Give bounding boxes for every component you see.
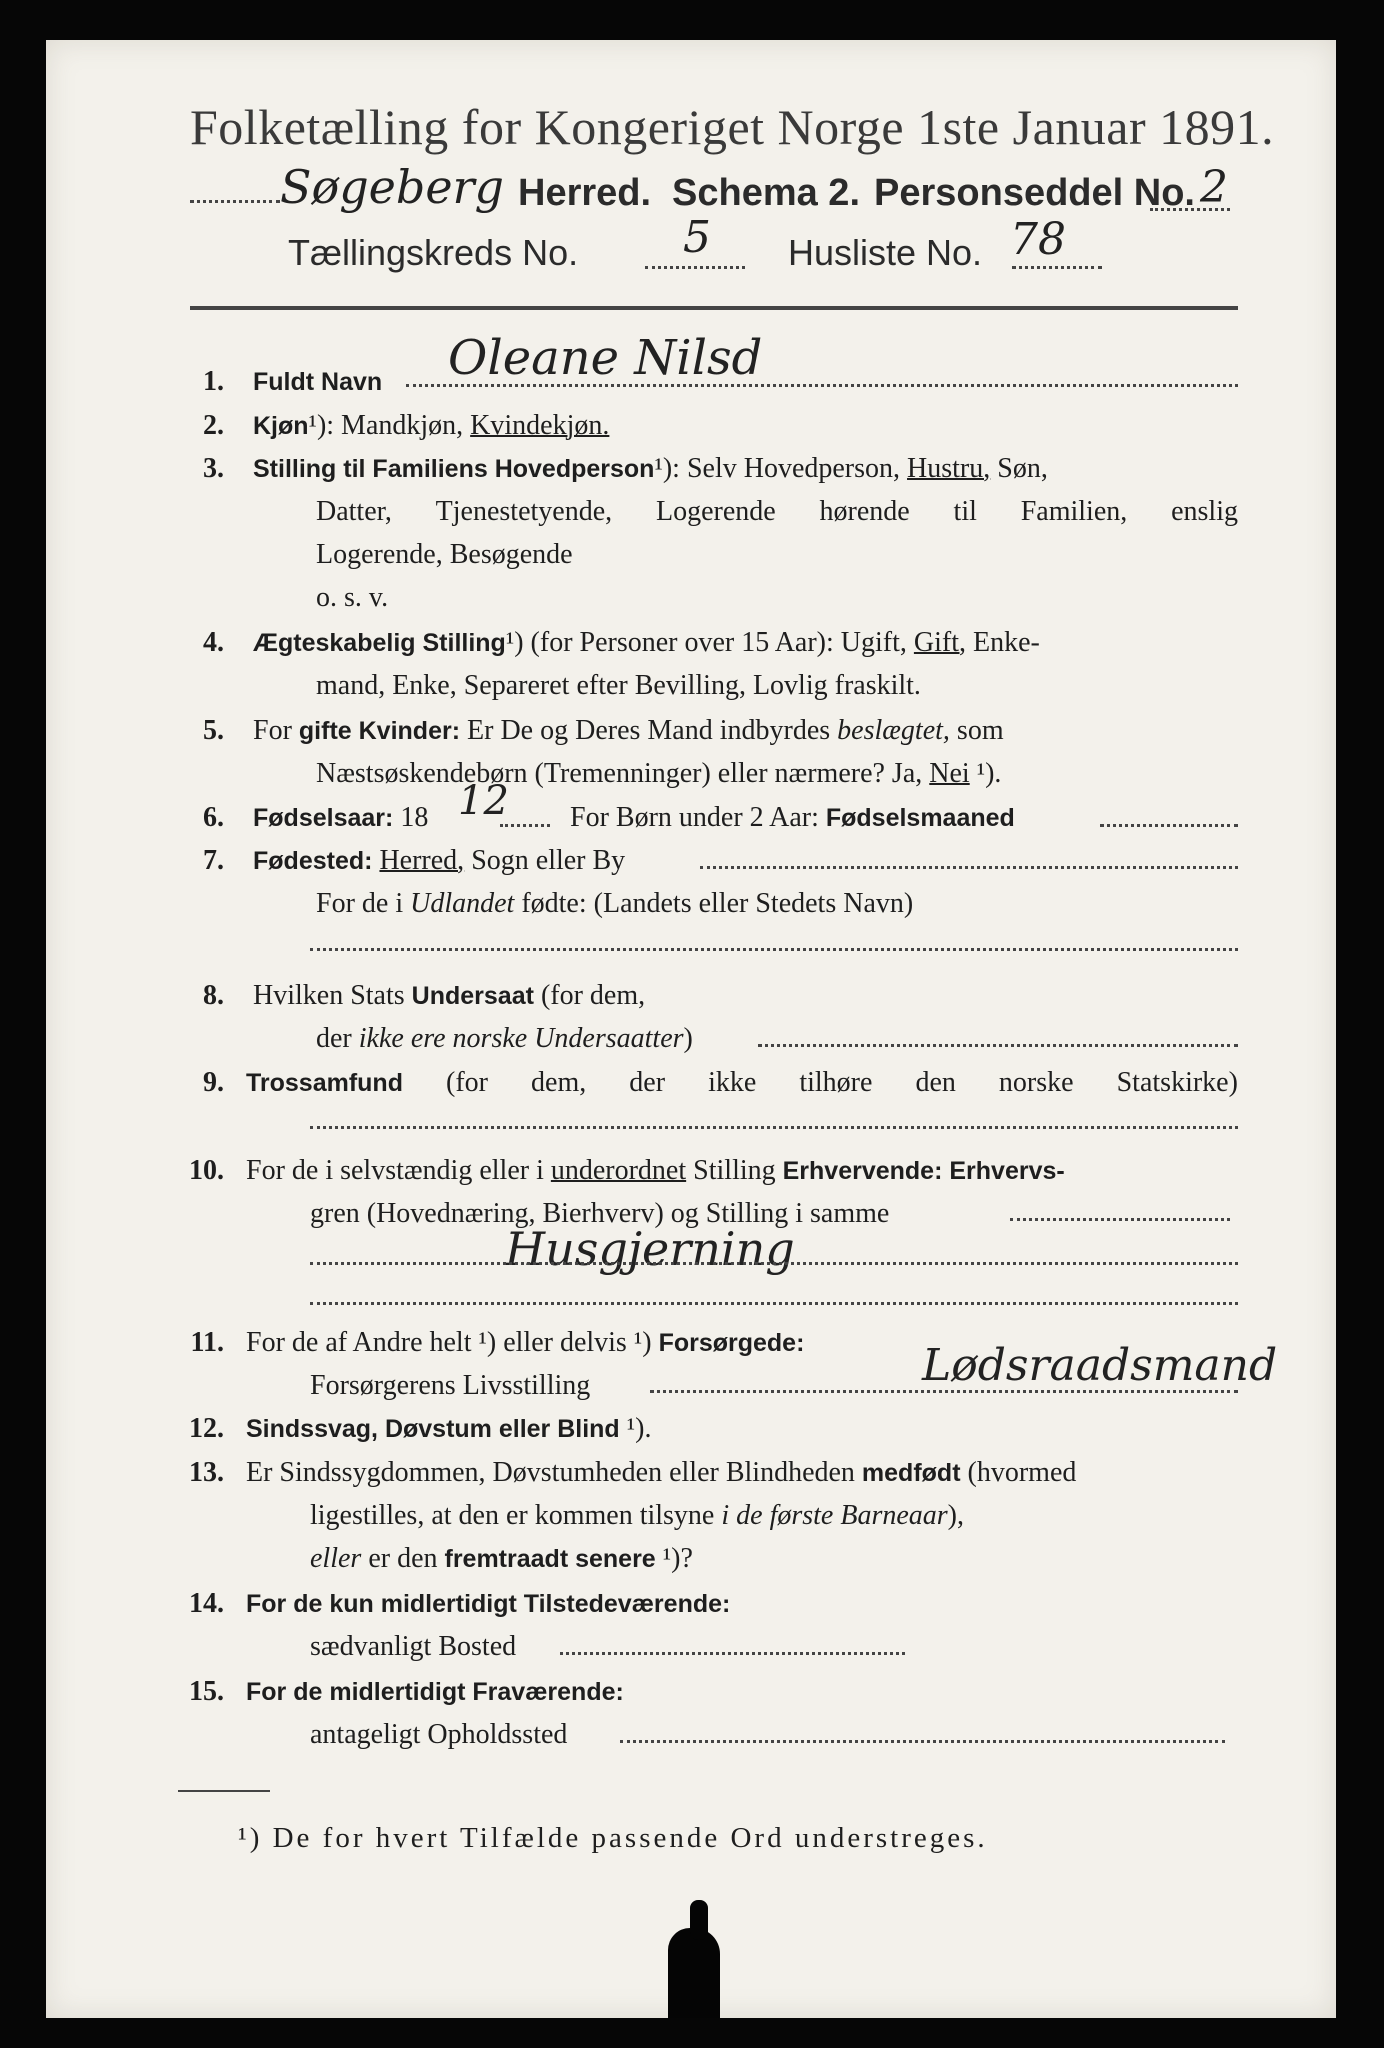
field-3-number: 3. — [203, 453, 224, 484]
field-3-line-1: Stilling til Familiens Hovedperson¹): Selv Hovedperson, Hustru, Søn, — [253, 453, 1048, 484]
field-8-line-1: Hvilken Stats Undersaat (for dem, — [253, 980, 646, 1011]
birth-year-value: 12 — [458, 778, 509, 824]
field-11-line-2: Forsørgerens Livsstilling — [310, 1370, 591, 1401]
field-10-number: 10. — [189, 1155, 224, 1186]
footnote-divider — [178, 1790, 270, 1792]
field-6-dotted-line-a — [500, 824, 550, 827]
field-5-line-2: Næstsøskendebørn (Tremenninger) eller nærmere? Ja, Nei ¹). — [316, 758, 1002, 789]
field-7-answer-line — [310, 948, 1238, 951]
herred-dotted-line — [190, 200, 280, 203]
field-8-line-2: der ikke ere norske Undersaatter) — [316, 1023, 693, 1054]
field-14-dotted-line — [560, 1652, 905, 1655]
field-6-number: 6. — [203, 802, 224, 833]
field-11-number: 11. — [190, 1327, 224, 1358]
husliste-number: 78 — [1010, 214, 1066, 265]
field-9-answer-line — [310, 1126, 1238, 1129]
field-12-line-1: Sindssvag, Døvstum eller Blind ¹). — [246, 1413, 652, 1444]
personseddel-number: 2 — [1200, 162, 1228, 213]
gift-selected: Gift, — [913, 627, 966, 658]
footnote-text: ¹) De for hvert Tilfælde passende Ord understreges. — [238, 1822, 988, 1854]
field-13-line-2: ligestilles, at den er kommen tilsyne i de første Barneaar), — [310, 1500, 964, 1531]
field-7-line-1: Fødested: Herred, Sogn eller By — [253, 845, 626, 876]
field-14-line-2: sædvanligt Bosted — [310, 1631, 517, 1662]
personseddel-label: Personseddel No. — [874, 172, 1195, 214]
field-14-line-1: For de kun midlertidigt Tilstedeværende: — [246, 1590, 731, 1618]
field-9-line-1: Trossamfund (for dem, der ikke tilhøre den norske Statskirke) — [246, 1067, 1238, 1098]
field-8-number: 8. — [203, 980, 224, 1011]
field-7-dotted-line — [700, 866, 1238, 869]
hustru-selected: Hustru, — [907, 453, 991, 484]
field-3-line-2: Datter, Tjenestetyende, Logerende hørende til Familien, enslig — [316, 496, 1238, 527]
full-name-value: Oleane Nilsd — [448, 330, 763, 386]
field-15-line-2: antageligt Opholdssted — [310, 1719, 568, 1750]
scan-tear-mark — [668, 1928, 720, 2018]
field-10-dotted-line-c — [310, 1302, 1238, 1305]
husliste-dotted-line — [1012, 266, 1102, 269]
field-2-number: 2. — [203, 410, 224, 441]
field-15-dotted-line — [620, 1740, 1225, 1743]
field-14-number: 14. — [189, 1588, 224, 1619]
field-1-number: 1. — [203, 366, 224, 397]
field-13-line-3: eller er den fremtraadt senere ¹)? — [310, 1543, 693, 1574]
field-10-line-1: For de i selvstændig eller i underordnet Stilling Erhvervende: Erhvervs- — [246, 1155, 1065, 1186]
field-4-line-1: Ægteskabelig Stilling¹) (for Personer over 15 Aar): Ugift, Gift, Enke- — [253, 627, 1040, 658]
header-divider — [190, 306, 1238, 310]
field-15-line-1: For de midlertidigt Fraværende: — [246, 1678, 624, 1706]
field-10-dotted-line-b — [310, 1262, 1238, 1265]
field-4-number: 4. — [203, 627, 224, 658]
field-4-line-2: mand, Enke, Separeret efter Bevilling, Lovlig fraskilt. — [316, 670, 921, 701]
field-6-label: Fødselsaar: 18 — [253, 802, 429, 833]
field-1-label: Fuldt Navn — [253, 368, 383, 396]
field-3-line-4: o. s. v. — [316, 582, 389, 613]
field-6-children-text: For Børn under 2 Aar: Fødselsmaaned — [570, 802, 1015, 833]
field-7-number: 7. — [203, 845, 224, 876]
schema-label: Schema 2. — [672, 172, 860, 214]
field-3-line-3: Logerende, Besøgende — [316, 539, 573, 570]
taellingskreds-dotted-line — [645, 266, 745, 269]
field-5-number: 5. — [203, 715, 224, 746]
field-15-number: 15. — [189, 1676, 224, 1707]
taellingskreds-label: Tællingskreds No. — [288, 232, 579, 273]
kvindekjon-selected: Kvindekjøn. — [470, 410, 610, 441]
nei-selected: Nei — [929, 758, 970, 789]
field-2-text: Kjøn¹): Mandkjøn, Kvindekjøn. — [253, 410, 610, 441]
occupation-value: Husgjerning — [505, 1222, 795, 1276]
underordnet-selected: underordnet — [550, 1155, 687, 1186]
form-title: Folketælling for Kongeriget Norge 1ste Januar 1891. — [190, 99, 1275, 155]
field-10-line-2: gren (Hovednæring, Bierhverv) og Stilling i samme — [310, 1198, 890, 1229]
field-9-number: 9. — [203, 1067, 224, 1098]
field-8-dotted-line — [758, 1044, 1238, 1047]
field-7-line-2: For de i Udlandet fødte: (Landets eller Stedets Navn) — [316, 888, 914, 919]
field-13-line-1: Er Sindssygdommen, Døvstumheden eller Blindheden medfødt (hvormed — [246, 1457, 1077, 1488]
field-10-dotted-line-a — [1010, 1218, 1230, 1221]
herred-label: Herred. — [518, 172, 652, 214]
provider-occupation-value: Lødsraadsmand — [922, 1340, 1278, 1391]
taellingskreds-number: 5 — [683, 212, 711, 263]
field-12-number: 12. — [189, 1413, 224, 1444]
scan-tear-mark-top — [690, 1900, 708, 1940]
herred-name: Søgeberg — [280, 160, 504, 214]
field-5-line-1: For gifte Kvinder: Er De og Deres Mand indbyrdes beslægtet, som — [253, 715, 1004, 746]
herred-selected: Herred, — [379, 845, 465, 876]
field-6-dotted-line-b — [1100, 824, 1238, 827]
field-11-line-1: For de af Andre helt ¹) eller delvis ¹) Forsørgede: — [246, 1327, 805, 1358]
husliste-label: Husliste No. — [788, 232, 983, 273]
field-13-number: 13. — [189, 1457, 224, 1488]
